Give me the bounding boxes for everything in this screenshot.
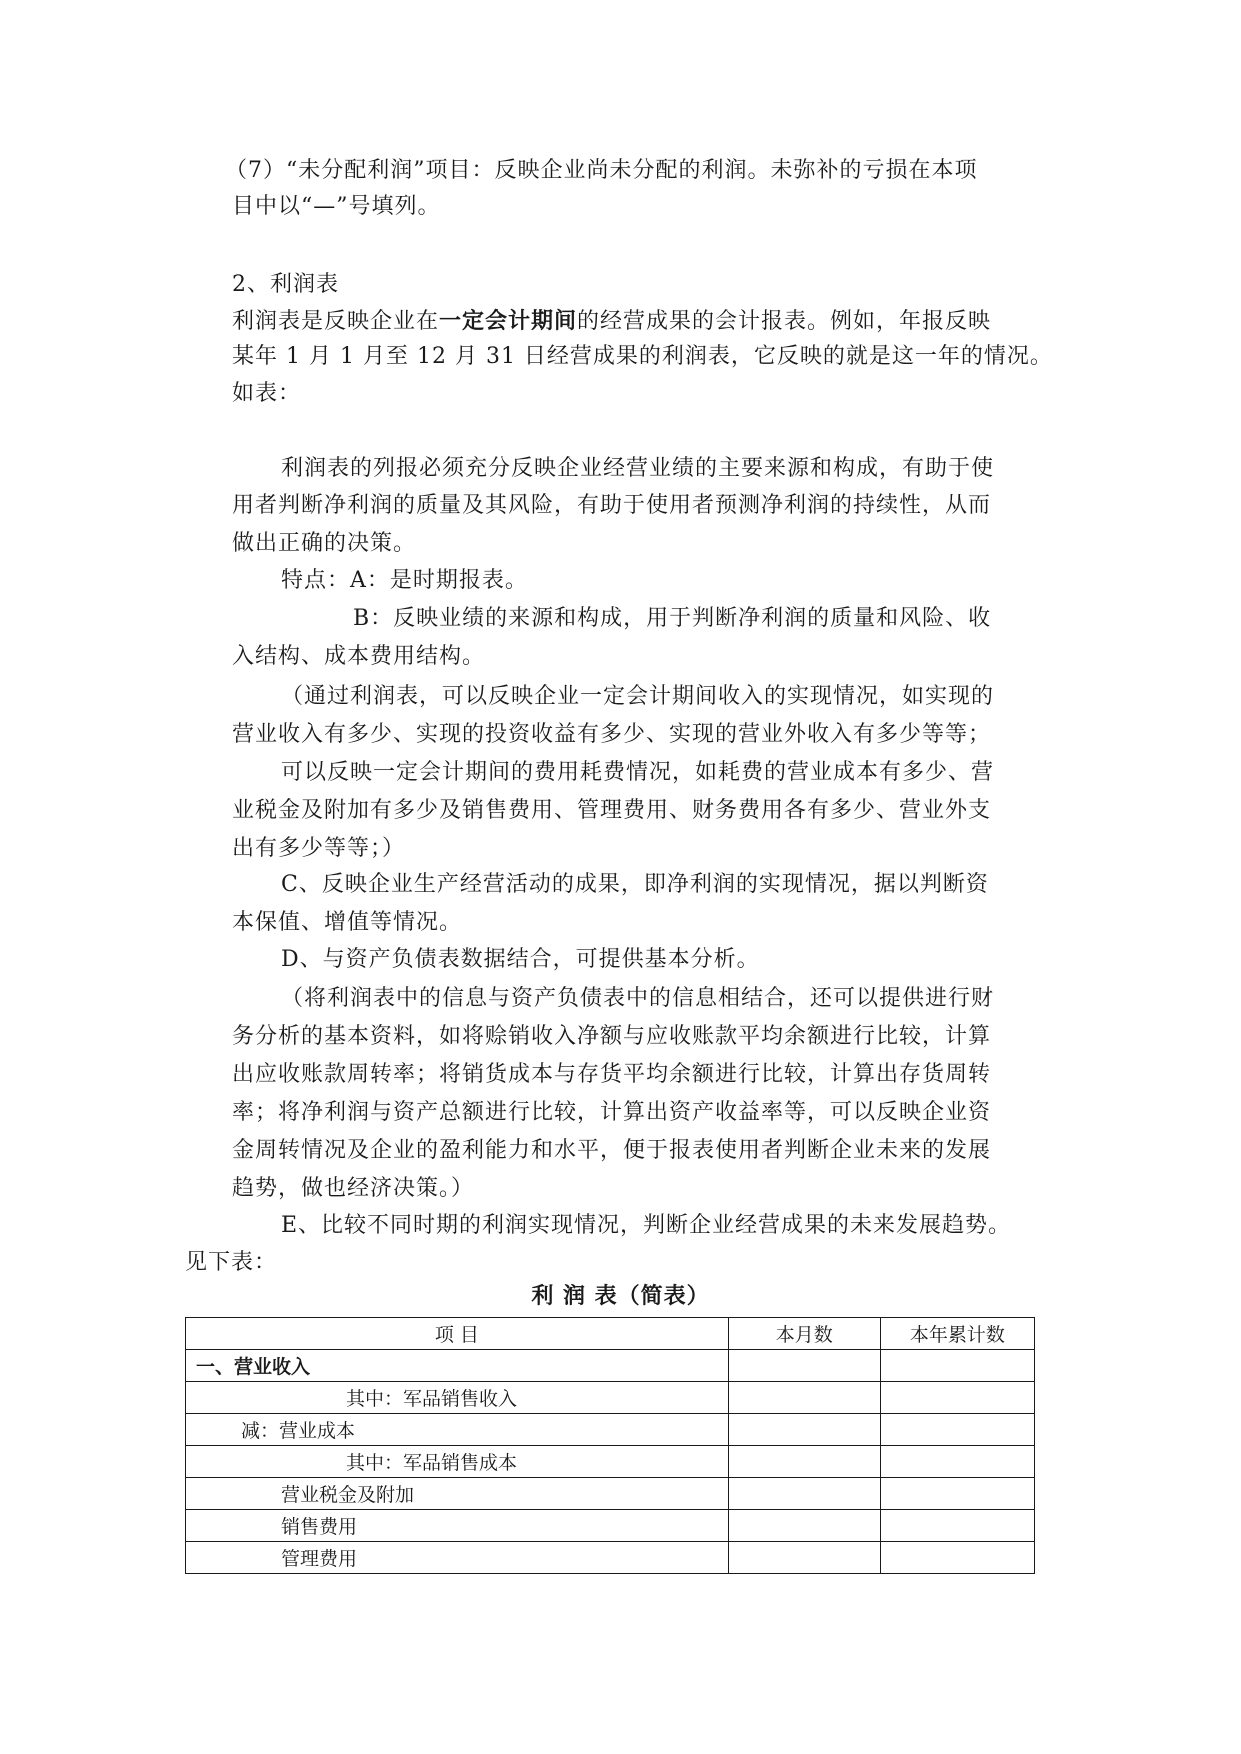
paragraph-line: 利润表的列报必须充分反映企业经营业绩的主要来源和构成，有助于使 (281, 456, 995, 481)
cell-month (728, 1510, 880, 1542)
table-row (186, 1478, 1035, 1510)
emphasis-text: 一定会计期间 (439, 308, 578, 334)
row-label: 其中：军品销售收入 (186, 1382, 729, 1414)
paragraph-line: B：反映业绩的来源和构成，用于判断净利润的质量和风险、收 (353, 606, 992, 631)
cell-month (728, 1350, 880, 1382)
row-label: 管理费用 (186, 1542, 729, 1574)
paragraph-line: C、反映企业生产经营活动的成果，即净利润的实现情况，据以判断资 (281, 872, 989, 897)
paragraph-line: 用者判断净利润的质量及其风险，有助于使用者预测净利润的持续性，从而 (232, 493, 992, 518)
table-title: 利 润 表（简表） (531, 1284, 710, 1309)
paragraph-line: 本保值、增值等情况。 (232, 910, 463, 935)
paragraph-line: （7）“未分配利润”项目：反映企业尚未分配的利润。未弥补的亏损在本项 (225, 158, 978, 183)
cell-month (728, 1446, 880, 1478)
row-label: 营业税金及附加 (186, 1478, 729, 1510)
paragraph-line: 目中以“—”号填列。 (232, 194, 441, 219)
table-row (186, 1446, 1035, 1478)
table-row (186, 1414, 1035, 1446)
cell-month (728, 1414, 880, 1446)
cell-year (880, 1478, 1034, 1510)
cell-month (728, 1382, 880, 1414)
paragraph-line: 入结构、成本费用结构。 (232, 644, 486, 669)
table-row (186, 1350, 1035, 1382)
row-label: 其中：军品销售成本 (186, 1446, 729, 1478)
table-row (186, 1510, 1035, 1542)
cell-month (728, 1478, 880, 1510)
profit-statement-table (185, 1317, 1035, 1574)
paragraph-line: 出应收账款周转率；将销货成本与存货平均余额进行比较，计算出存货周转 (232, 1062, 992, 1087)
header-year: 本年累计数 (880, 1318, 1034, 1350)
paragraph-line: 务分析的基本资料，如将赊销收入净额与应收账款平均余额进行比较，计算 (232, 1024, 992, 1049)
paragraph-line: 率；将净利润与资产总额进行比较，计算出资产收益率等，可以反映企业资 (232, 1100, 992, 1125)
row-label: 一、营业收入 (186, 1350, 729, 1382)
cell-year (880, 1414, 1034, 1446)
paragraph-line: 营业收入有多少、实现的投资收益有多少、实现的营业外收入有多少等等； (232, 722, 992, 747)
row-label: 减：营业成本 (186, 1414, 729, 1446)
paragraph-line: D、与资产负债表数据结合，可提供基本分析。 (281, 947, 760, 972)
paragraph-line: （通过利润表，可以反映企业一定会计期间收入的实现情况，如实现的 (281, 684, 995, 709)
paragraph-line: 特点：A：是时期报表。 (281, 568, 528, 593)
cell-year (880, 1510, 1034, 1542)
paragraph-line: 出有多少等等；） (232, 836, 406, 861)
text-segment: 利润表是反映企业在 (232, 309, 440, 334)
cell-year (880, 1382, 1034, 1414)
cell-month (728, 1542, 880, 1574)
paragraph-line (232, 307, 991, 336)
paragraph-line: 如表： (232, 381, 302, 406)
paragraph-line: 趋势，做也经济决策。） (232, 1176, 475, 1201)
cell-year (880, 1350, 1034, 1382)
table-row (186, 1542, 1035, 1574)
text-segment: 的经营成果的会计报表。例如，年报反映 (577, 309, 992, 334)
table-row (186, 1382, 1035, 1414)
section-heading: 2、利润表 (232, 272, 339, 297)
paragraph-line: 业税金及附加有多少及销售费用、管理费用、财务费用各有多少、营业外支 (232, 798, 992, 823)
row-label: 销售费用 (186, 1510, 729, 1542)
paragraph-line: 可以反映一定会计期间的费用耗费情况，如耗费的营业成本有多少、营 (281, 760, 995, 785)
header-item: 项 目 (186, 1318, 729, 1350)
cell-year (880, 1446, 1034, 1478)
paragraph-line: 某年 1 月 1 月至 12 月 31 日经营成果的利润表，它反映的就是这一年的情况。 (232, 344, 1053, 369)
cell-year (880, 1542, 1034, 1574)
paragraph-line: （将利润表中的信息与资产负债表中的信息相结合，还可以提供进行财 (281, 986, 995, 1011)
paragraph-line: 见下表： (185, 1250, 278, 1275)
header-month: 本月数 (728, 1318, 880, 1350)
paragraph-line: E、比较不同时期的利润实现情况，判断企业经营成果的未来发展趋势。 (281, 1213, 1012, 1238)
table-header-row (186, 1318, 1035, 1350)
paragraph-line: 做出正确的决策。 (232, 531, 417, 556)
paragraph-line: 金周转情况及企业的盈利能力和水平，便于报表使用者判断企业未来的发展 (232, 1138, 992, 1163)
